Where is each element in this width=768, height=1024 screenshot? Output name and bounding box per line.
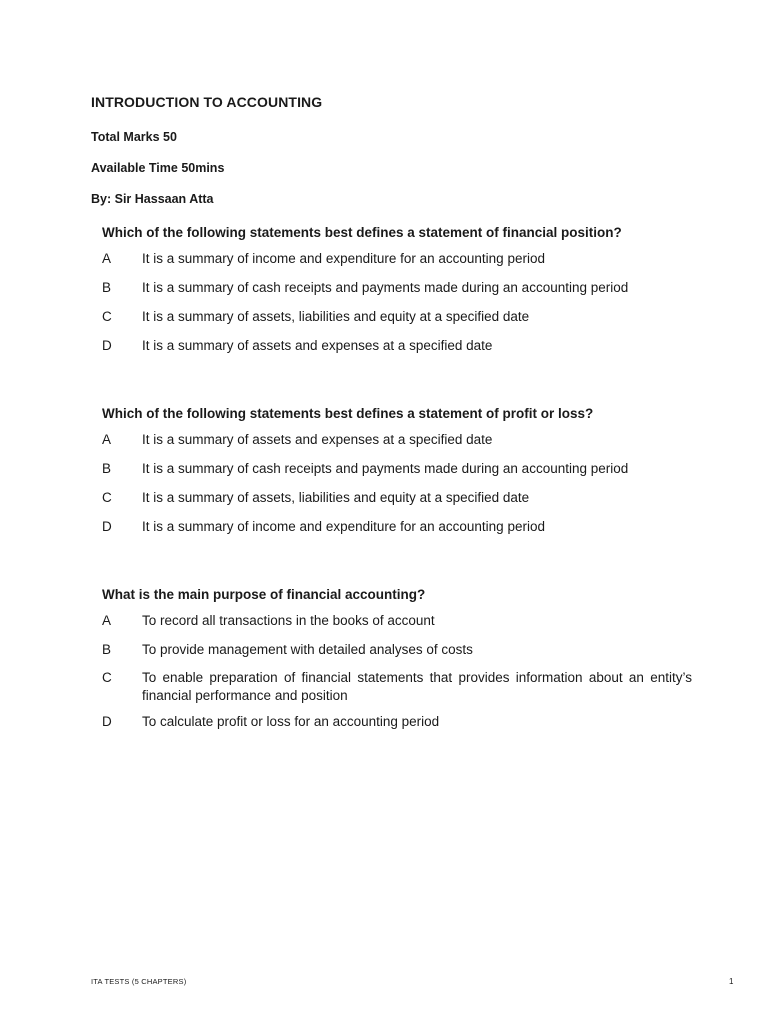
option-b <box>102 279 692 297</box>
option-letter: D <box>102 714 112 729</box>
question-text: Which of the following statements best defines a statement of financial position? <box>102 225 622 240</box>
page-number: 1 <box>729 977 734 986</box>
option-d <box>102 713 692 731</box>
option-letter: C <box>102 309 112 324</box>
option-letter: A <box>102 613 112 628</box>
option-text: It is a summary of income and expenditure for an accounting period <box>142 251 545 266</box>
question-text: What is the main purpose of financial accounting? <box>102 587 426 602</box>
question-1 <box>102 225 692 366</box>
option-a <box>102 612 692 630</box>
option-text: It is a summary of assets, liabilities and equity at a specified date <box>142 309 530 324</box>
option-text: To record all transactions in the books of account <box>142 613 435 628</box>
author-line: By: Sir Hassaan Atta <box>91 192 214 206</box>
option-letter: B <box>102 280 112 295</box>
option-d <box>102 518 692 536</box>
option-letter: D <box>102 519 112 534</box>
option-letter: A <box>102 251 112 266</box>
available-time: Available Time 50mins <box>91 161 225 175</box>
option-b <box>102 641 692 659</box>
option-text: It is a summary of assets and expenses at a specified date <box>142 432 493 447</box>
question-text: Which of the following statements best defines a statement of profit or loss? <box>102 406 594 421</box>
option-text: It is a summary of cash receipts and payments made during an accounting period <box>142 280 629 295</box>
option-letter: A <box>102 432 112 447</box>
question-2 <box>102 406 692 547</box>
footer-document-label: ITA TESTS (5 CHAPTERS) <box>91 977 187 986</box>
question-3 <box>102 587 692 742</box>
option-text: To calculate profit or loss for an accounting period <box>142 714 440 729</box>
option-letter: B <box>102 642 112 657</box>
option-letter: C <box>102 490 112 505</box>
option-c <box>102 308 692 326</box>
option-letter: B <box>102 461 112 476</box>
option-text: It is a summary of cash receipts and payments made during an accounting period <box>142 461 629 476</box>
option-a <box>102 431 692 449</box>
option-b <box>102 460 692 478</box>
option-text: It is a summary of assets and expenses at a specified date <box>142 338 493 353</box>
option-letter: D <box>102 338 112 353</box>
option-a <box>102 250 692 268</box>
option-text: It is a summary of assets, liabilities and equity at a specified date <box>142 490 530 505</box>
total-marks: Total Marks 50 <box>91 130 177 144</box>
document-title: INTRODUCTION TO ACCOUNTING <box>91 94 323 110</box>
option-letter: C <box>102 670 112 685</box>
option-c <box>102 669 692 705</box>
option-c <box>102 489 692 507</box>
option-text: To enable preparation of financial statements that provides information about an entity’s financial performance and position <box>142 670 692 703</box>
option-text: To provide management with detailed analyses of costs <box>142 642 473 657</box>
document-header <box>91 94 323 206</box>
option-text: It is a summary of income and expenditure for an accounting period <box>142 519 545 534</box>
option-d <box>102 337 692 355</box>
